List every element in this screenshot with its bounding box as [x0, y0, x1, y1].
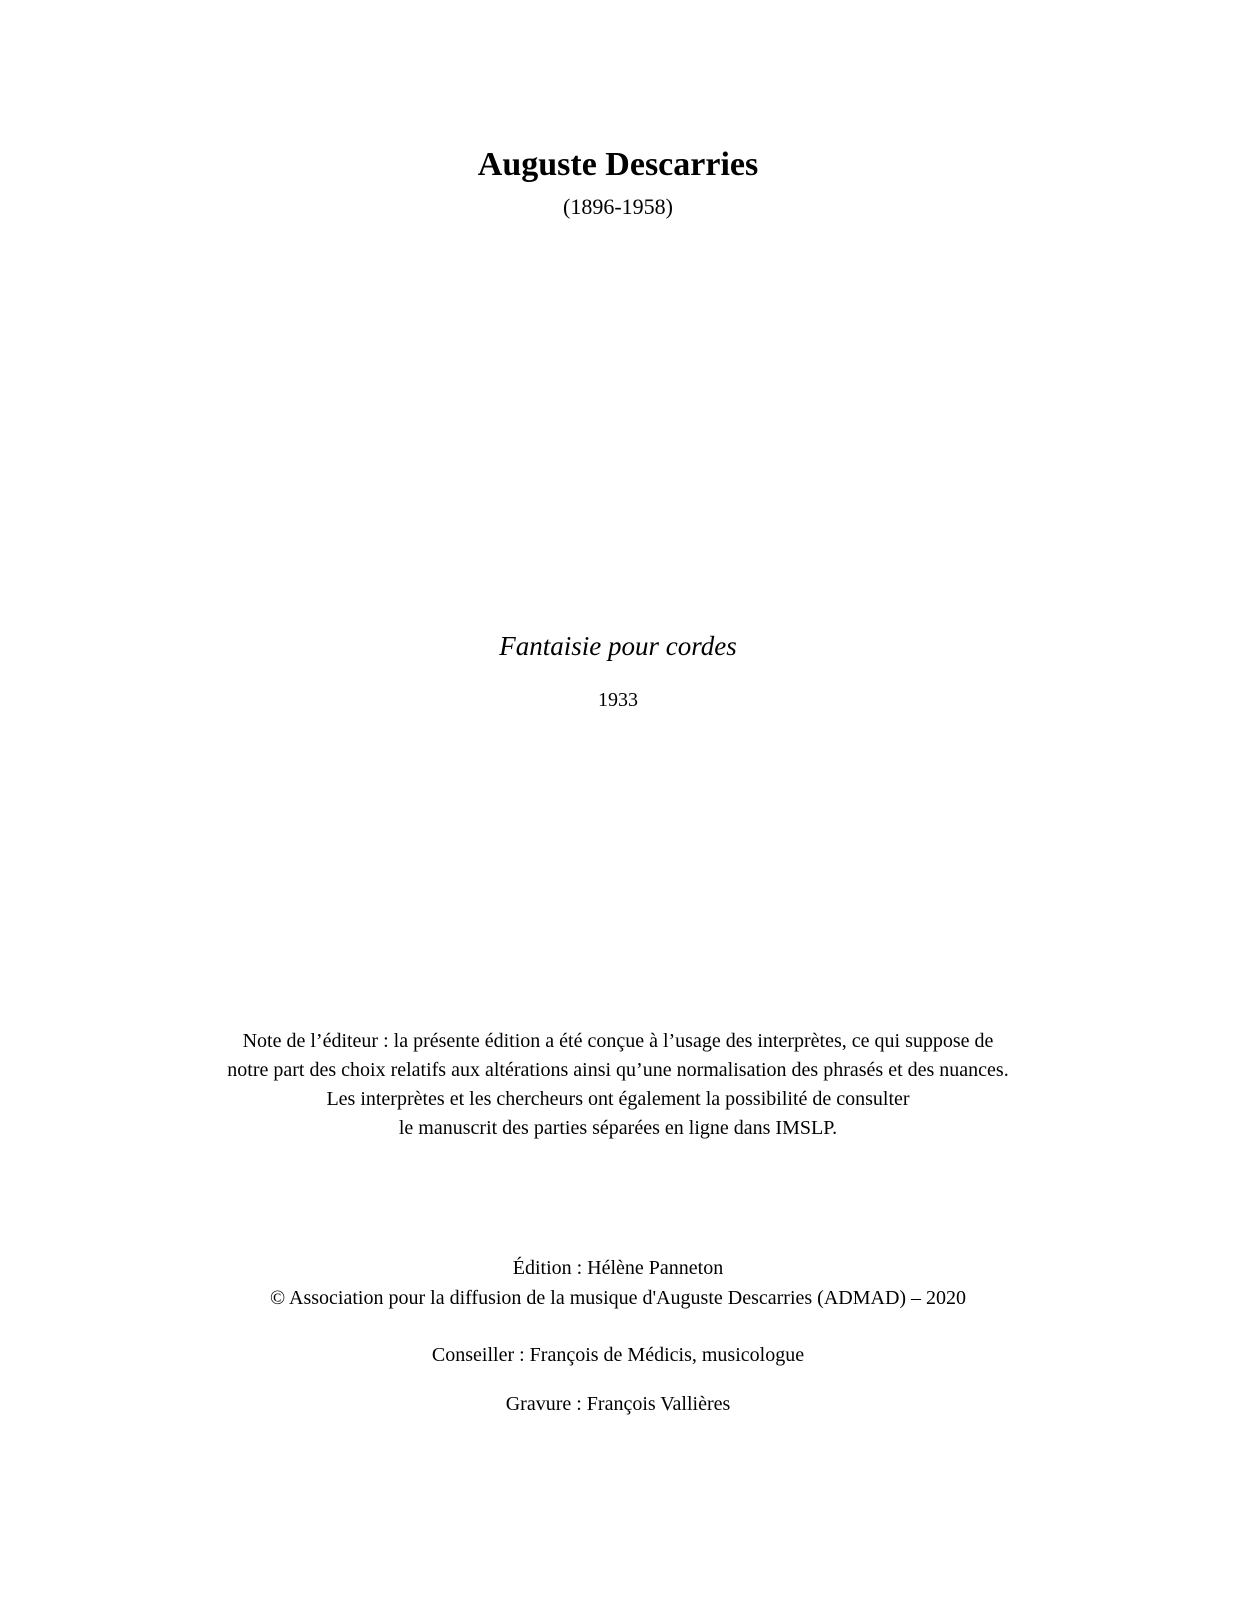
engraving-credit: Gravure : François Vallières [505, 1393, 731, 1415]
composer-dates: (1896-1958) [563, 194, 673, 219]
editor-note [0, 1027, 1236, 1143]
editor-note-line: le manuscrit des parties séparées en ligne dans IMSLP. [398, 1117, 838, 1139]
composer-name: Auguste Descarries [477, 146, 759, 183]
editor-note-line: Note de l’éditeur : la présente édition a été conçue à l’usage des interprètes, ce qui suppose de [242, 1030, 994, 1052]
edition-credit: Édition : Hélène Panneton [512, 1257, 724, 1279]
editor-note-line: Les interprètes et les chercheurs ont également la possibilité de consulter [326, 1088, 910, 1110]
copyright-notice: © Association pour la diffusion de la musique d'Auguste Descarries (ADMAD) – 2020 [269, 1287, 967, 1309]
work-year: 1933 [598, 689, 638, 711]
work-title: Fantaisie pour cordes [499, 631, 737, 661]
advisor-credit: Conseiller : François de Médicis, musicologue [431, 1344, 805, 1366]
editor-note-line: notre part des choix relatifs aux altérations ainsi qu’une normalisation des phrasés et des nuances. [227, 1059, 1009, 1081]
